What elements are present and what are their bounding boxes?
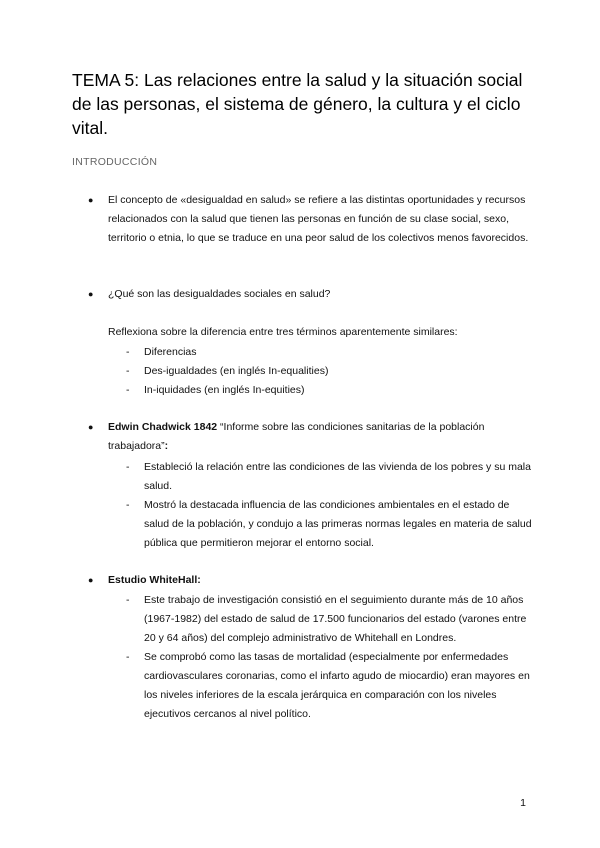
chadwick-heading bbox=[108, 418, 536, 456]
whitehall-points bbox=[108, 591, 536, 724]
whitehall-name: Estudio WhiteHall: bbox=[108, 574, 201, 586]
bullet-marker: ● bbox=[88, 289, 94, 299]
point-text: Se comprobó como las tasas de mortalidad (especialmente por enfermedades cardiovasculares coronarias, como el infarto agudo de miocardio) eran mayores en los niveles inferiores de la escala jerárquica en comparación con los niveles ejecutivos cercanos al nivel político. bbox=[144, 651, 530, 720]
chadwick-colon: : bbox=[164, 440, 169, 452]
reflexiona-text: Reflexiona sobre la diferencia entre tres términos aparentemente similares: bbox=[108, 326, 458, 338]
dash-marker: - bbox=[126, 365, 130, 377]
list-item bbox=[108, 591, 536, 648]
point-text: Estableció la relación entre las condiciones de las vivienda de los pobres y su mala salud. bbox=[144, 461, 531, 492]
term-label: Diferencias bbox=[144, 346, 197, 358]
list-item bbox=[108, 496, 536, 553]
terms-list bbox=[108, 343, 536, 400]
dash-marker: - bbox=[126, 461, 130, 473]
whitehall-heading bbox=[108, 571, 536, 590]
bullet-marker: ● bbox=[88, 422, 94, 432]
chadwick-name: Edwin Chadwick 1842 bbox=[108, 421, 218, 433]
list-item bbox=[108, 362, 536, 381]
list-item bbox=[108, 648, 536, 724]
list-item bbox=[108, 381, 536, 400]
bullet-marker: ● bbox=[88, 195, 94, 205]
list-item bbox=[108, 458, 536, 496]
term-label: Des-igualdades (en inglés In-equalities) bbox=[144, 365, 329, 377]
dash-marker: - bbox=[126, 651, 130, 663]
chadwick-report: “Informe sobre las condiciones sanitarias de la población trabajadora” bbox=[108, 421, 485, 452]
dash-marker: - bbox=[126, 594, 130, 606]
question-desigualdades: ¿Qué son las desigualdades sociales en salud? bbox=[108, 288, 331, 300]
page-number: 1 bbox=[520, 797, 526, 809]
dash-marker: - bbox=[126, 499, 130, 511]
dash-marker: - bbox=[126, 384, 130, 396]
term-label: In-iquidades (en inglés In-equities) bbox=[144, 384, 305, 396]
list-item bbox=[108, 343, 536, 362]
point-text: Mostró la destacada influencia de las condiciones ambientales en el estado de salud de la población, y condujo a las primeras normas legales en materia de salud pública que permitieron mejorar el entorno social. bbox=[144, 499, 532, 549]
bullet-marker: ● bbox=[88, 575, 94, 585]
paragraph-desigualdad: El concepto de «desigualdad en salud» se refiere a las distintas oportunidades y recursos relacionados con la salud que tienen las personas en función de su clase social, sexo, territorio o etnia, lo que se traduce en una peor salud de los colectivos menos favorecidos. bbox=[108, 194, 529, 244]
dash-marker: - bbox=[126, 346, 130, 358]
page-title: TEMA 5: Las relaciones entre la salud y la situación social de las personas, el sistema de género, la cultura y el ciclo vital. bbox=[72, 70, 523, 138]
chadwick-points bbox=[108, 458, 536, 553]
point-text: Este trabajo de investigación consistió en el seguimiento durante más de 10 años (1967-1982) del estado de salud de 17.500 funcionarios del estado (varones entre 20 y 64 años) del complejo administrativo de Whitehall en Londres. bbox=[144, 594, 527, 644]
section-heading: INTRODUCCIÓN bbox=[72, 156, 158, 168]
